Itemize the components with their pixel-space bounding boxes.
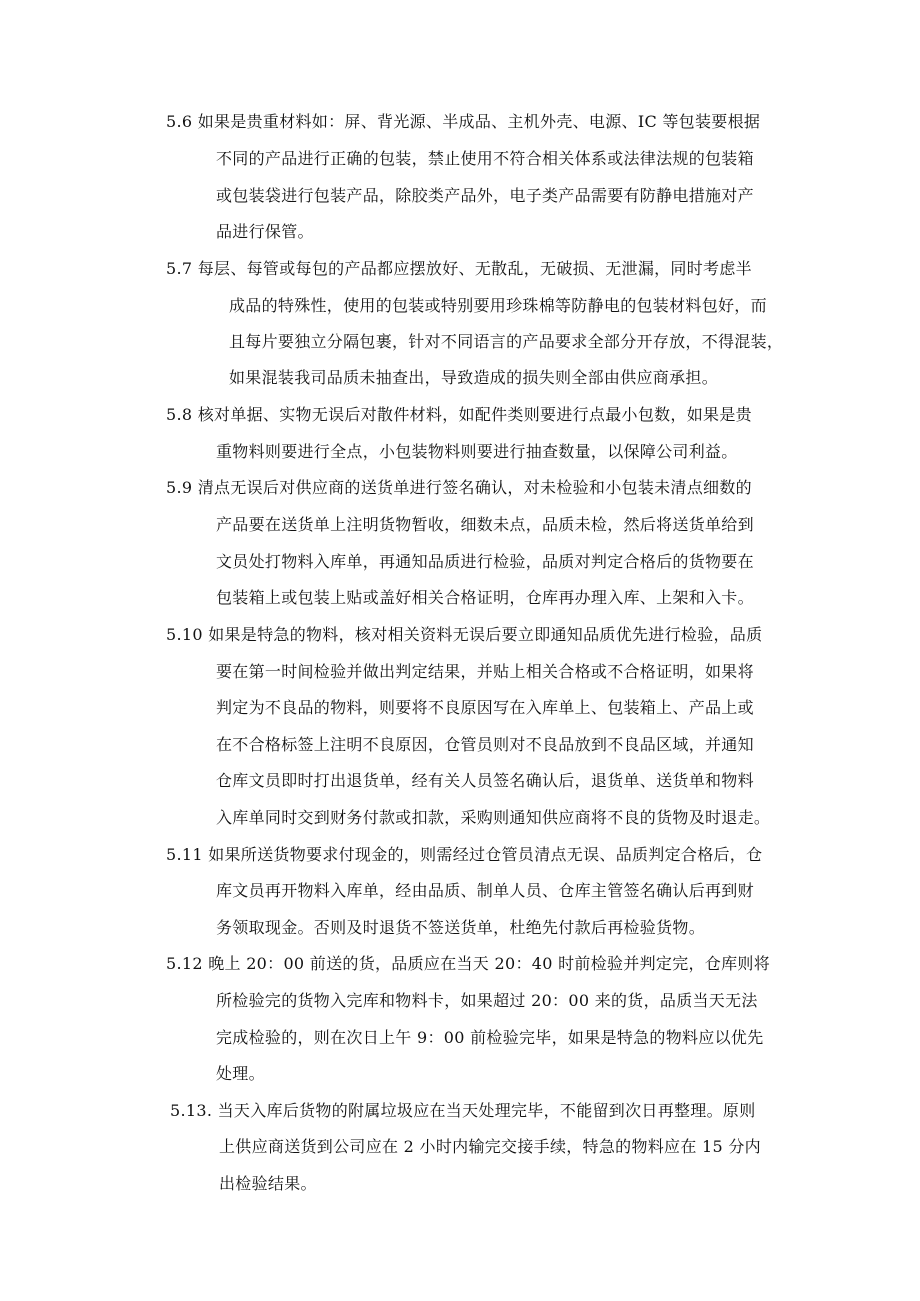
text-line: 成品的特殊性，使用的包装或特别要用珍珠棉等防静电的包装材料包好，而 bbox=[229, 296, 767, 315]
text-line: 5.7 每层、每管或每包的产品都应摆放好、无散乱，无破损、无泄漏，同时考虑半 bbox=[166, 259, 752, 278]
text-line: 在不合格标签上注明不良原因，仓管员则对不良品放到不良品区域，并通知 bbox=[216, 735, 754, 754]
text-line: 出检验结果。 bbox=[219, 1174, 317, 1193]
text-line: 5.10 如果是特急的物料，核对相关资料无误后要立即通知品质优先进行检验，品质 bbox=[166, 625, 763, 644]
text-line: 所检验完的货物入完库和物料卡，如果超过 20：00 来的货，品质当天无法 bbox=[216, 991, 758, 1010]
text-line: 重物料则要进行全点，小包装物料则要进行抽查数量，以保障公司利益。 bbox=[216, 442, 738, 461]
text-line: 5.12 晚上 20：00 前送的货，品质应在当天 20：40 时前检验并判定完，仓库则将 bbox=[166, 954, 770, 973]
text-line: 要在第一时间检验并做出判定结果，并贴上相关合格或不合格证明，如果将 bbox=[216, 662, 754, 681]
text-line: 5.9 清点无误后对供应商的送货单进行签名确认，对未检验和小包装未清点细数的 bbox=[166, 478, 752, 497]
text-line: 上供应商送货到公司应在 2 小时内输完交接手续，特急的物料应在 15 分内 bbox=[219, 1137, 761, 1156]
text-line: 务领取现金。否则及时退货不签送货单，杜绝先付款后再检验货物。 bbox=[216, 918, 706, 937]
text-line: 如果混装我司品质未抽查出，导致造成的损失则全部由供应商承担。 bbox=[229, 368, 719, 387]
text-line: 处理。 bbox=[216, 1064, 265, 1083]
text-line: 品进行保管。 bbox=[216, 222, 314, 241]
text-line: 5.8 核对单据、实物无误后对散件材料，如配件类则要进行点最小包数，如果是贵 bbox=[166, 405, 752, 424]
text-line: 且每片要独立分隔包裹，针对不同语言的产品要求全部分开存放，不得混装， bbox=[229, 332, 784, 351]
text-line: 不同的产品进行正确的包装，禁止使用不符合相关体系或法律法规的包装箱 bbox=[216, 149, 754, 168]
text-line: 库文员再开物料入库单，经由品质、制单人员、仓库主管签名确认后再到财 bbox=[216, 881, 754, 900]
text-line: 入库单同时交到财务付款或扣款，采购则通知供应商将不良的货物及时退走。 bbox=[216, 808, 771, 827]
text-line: 文员处打物料入库单，再通知品质进行检验，品质对判定合格后的货物要在 bbox=[216, 552, 754, 571]
text-line: 判定为不良品的物料，则要将不良原因写在入库单上、包装箱上、产品上或 bbox=[216, 698, 754, 717]
text-line: 或包装袋进行包装产品，除胶类产品外，电子类产品需要有防静电措施对产 bbox=[216, 186, 754, 205]
text-line: 5.6 如果是贵重材料如：屏、背光源、半成品、主机外壳、电源、IC 等包装要根据 bbox=[166, 112, 761, 131]
text-line: 完成检验的，则在次日上午 9：00 前检验完毕，如果是特急的物料应以优先 bbox=[216, 1028, 764, 1047]
text-line: 5.11 如果所送货物要求付现金的，则需经过仓管员清点无误、品质判定合格后，仓 bbox=[166, 845, 763, 864]
text-line: 包装箱上或包装上贴或盖好相关合格证明，仓库再办理入库、上架和入卡。 bbox=[216, 588, 754, 607]
text-line: 仓库文员即时打出退货单，经有关人员签名确认后，退货单、送货单和物料 bbox=[216, 771, 754, 790]
text-line: 5.13. 当天入库后货物的附属垃圾应在当天处理完毕，不能留到次日再整理。原则 bbox=[170, 1101, 756, 1120]
text-line: 产品要在送货单上注明货物暂收，细数未点，品质未检，然后将送货单给到 bbox=[216, 515, 754, 534]
